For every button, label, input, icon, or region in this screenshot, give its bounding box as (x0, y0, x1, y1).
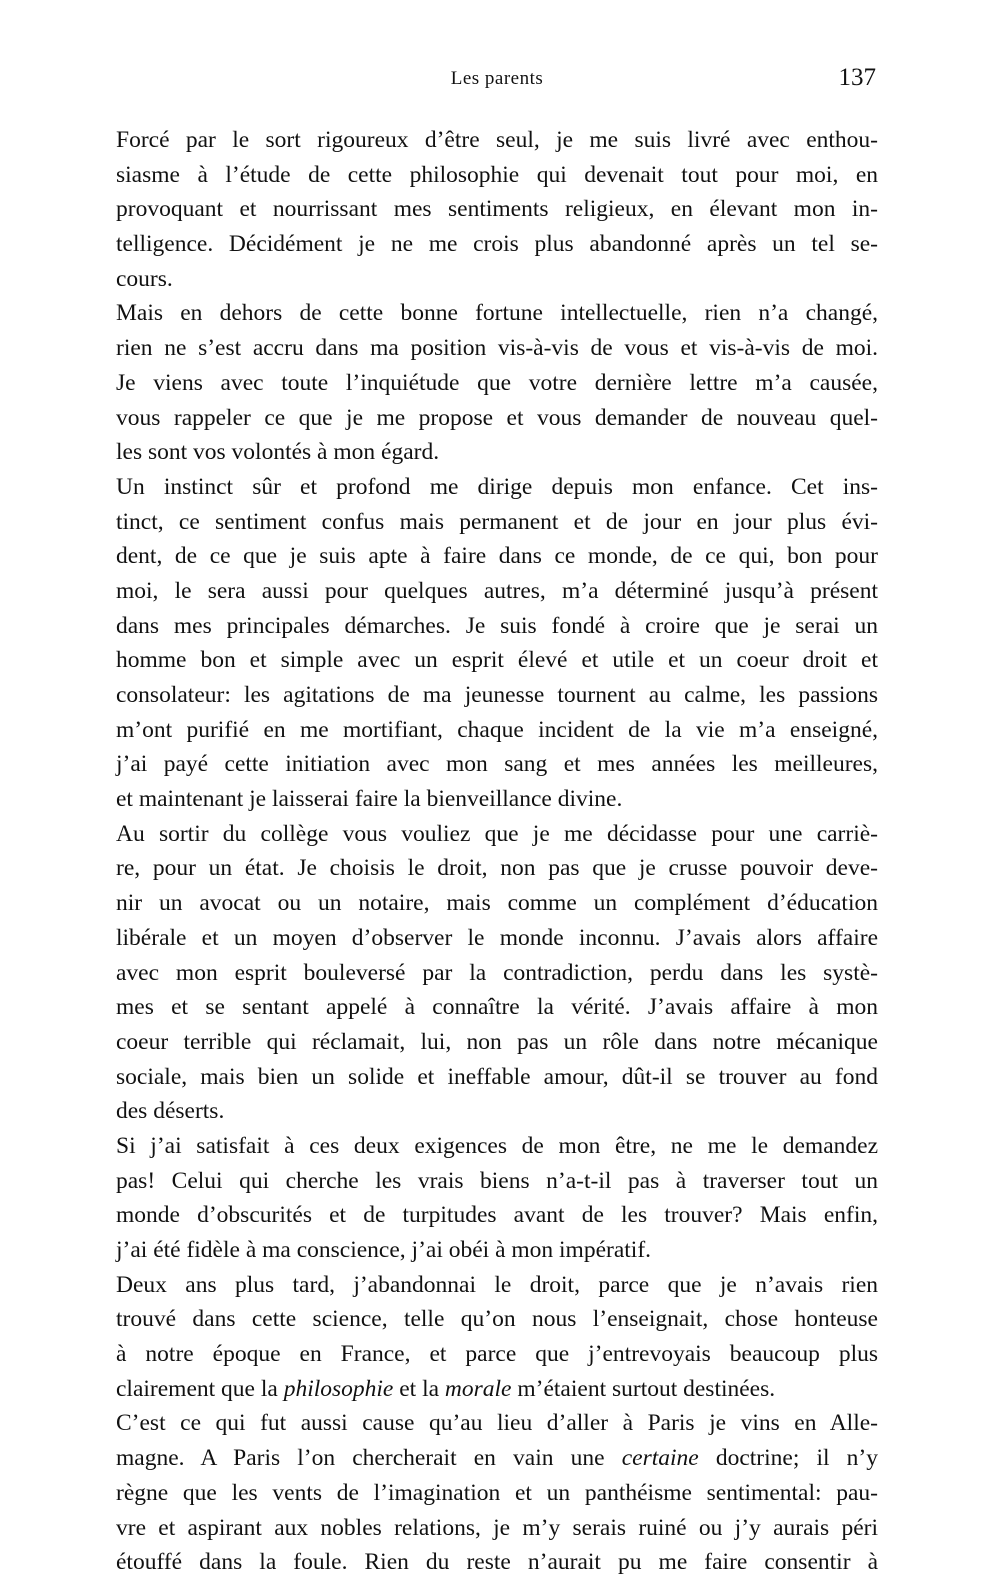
text-line: rien ne s’est accru dans ma position vis-à-vis de vous et vis-à-vis de moi. (116, 335, 878, 362)
text-line: homme bon et simple avec un esprit élevé et utile et un coeur droit et (116, 647, 878, 674)
paragraph (116, 1268, 878, 1407)
paragraph (116, 470, 878, 817)
text-line: magne. A Paris l’on chercherait en vain une certaine doctrine; il n’y (116, 1445, 878, 1472)
text-line: sociale, mais bien un solide et ineffable amour, dût-il se trouver au fond (116, 1063, 878, 1090)
text-line: siasme à l’étude de cette philosophie qui devenait tout pour moi, en (116, 161, 878, 188)
text-line: Au sortir du collège vous vouliez que je me décidasse pour une carriè- (116, 820, 878, 847)
text-line: re, pour un état. Je choisis le droit, non pas que je crusse pouvoir deve- (116, 855, 878, 882)
text-line: les sont vos volontés à mon égard. (116, 439, 440, 466)
text-line: vre et aspirant aux nobles relations, je m’y serais ruiné ou j’y aurais péri (116, 1514, 878, 1541)
paragraph (116, 123, 878, 296)
text-line: clairement que la philosophie et la morale m’étaient surtout destinées. (116, 1375, 776, 1402)
running-title: Les parents (450, 68, 544, 89)
paragraph (116, 1129, 878, 1268)
text-line: à notre époque en France, et parce que j’entrevoyais beaucoup plus (116, 1341, 878, 1368)
text-line: Si j’ai satisfait à ces deux exigences de mon être, ne me le demandez (116, 1132, 878, 1159)
text-line: dent, de ce que je suis apte à faire dans ce monde, de ce qui, bon pour (116, 543, 878, 570)
text-line: tinct, ce sentiment confus mais permanent et de jour en jour plus évi- (116, 508, 878, 535)
text-line: pas! Celui qui cherche les vrais biens n’a-t-il pas à traverser tout un (116, 1167, 878, 1194)
text-line: provoquant et nourrissant mes sentiments religieux, en élevant mon in- (116, 196, 878, 223)
paragraph (116, 1406, 878, 1579)
page-number: 137 (838, 64, 876, 91)
text-line: Deux ans plus tard, j’abandonnai le droit, parce que je n’avais rien (116, 1271, 878, 1298)
text-line: étouffé dans la foule. Rien du reste n’aurait pu me faire consentir à (116, 1549, 878, 1576)
text-line: m’ont purifié en me mortifiant, chaque incident de la vie m’a enseigné, (116, 716, 878, 743)
text-line: avec mon esprit bouleversé par la contradiction, perdu dans les systè- (116, 959, 878, 986)
text-line: monde d’obscurités et de turpitudes avant de les trouver? Mais enfin, (116, 1202, 878, 1229)
text-line: consolateur: les agitations de ma jeunesse tournent au calme, les passions (116, 682, 878, 708)
text-line: libérale et un moyen d’observer le monde inconnu. J’avais alors affaire (116, 924, 878, 951)
text-line: cours. (116, 265, 173, 292)
text-line: coeur terrible qui réclamait, lui, non pas un rôle dans notre mécanique (116, 1028, 878, 1055)
body-text (116, 123, 878, 1580)
text-line: vous rappeler ce que je me propose et vous demander de nouveau quel- (116, 404, 878, 431)
text-line: telligence. Décidément je ne me crois plus abandonné après un tel se- (116, 231, 878, 258)
paragraph (116, 817, 878, 1129)
text-line: mes et se sentant appelé à connaître la vérité. J’avais affaire à mon (116, 994, 878, 1021)
running-head (116, 66, 878, 96)
text-line: règne que les vents de l’imagination et un panthéisme sentimental: pau- (116, 1479, 878, 1506)
text-line: C’est ce qui fut aussi cause qu’au lieu d’aller à Paris je vins en Alle- (116, 1410, 878, 1437)
paragraph (116, 296, 878, 469)
text-line: Je viens avec toute l’inquiétude que votre dernière lettre m’a causée, (116, 369, 878, 396)
text-line: j’ai payé cette initiation avec mon sang et mes années les meilleures, (116, 751, 878, 778)
text-line: j’ai été fidèle à ma conscience, j’ai obéi à mon impératif. (116, 1237, 652, 1263)
text-line: Mais en dehors de cette bonne fortune intellectuelle, rien n’a changé, (116, 300, 878, 327)
text-line: Un instinct sûr et profond me dirige depuis mon enfance. Cet ins- (116, 473, 878, 500)
text-line: dans mes principales démarches. Je suis fondé à croire que je serai un (116, 612, 878, 639)
text-line: des déserts. (116, 1098, 225, 1125)
text-line: Forcé par le sort rigoureux d’être seul, je me suis livré avec enthou- (116, 127, 878, 153)
text-line: moi, le sera aussi pour quelques autres, m’a déterminé jusqu’à présent (116, 577, 878, 604)
text-line: nir un avocat ou un notaire, mais comme un complément d’éducation (116, 890, 878, 917)
text-line: trouvé dans cette science, telle qu’on nous l’enseignait, chose honteuse (116, 1306, 878, 1333)
text-line: et maintenant je laisserai faire la bienveillance divine. (116, 786, 623, 813)
